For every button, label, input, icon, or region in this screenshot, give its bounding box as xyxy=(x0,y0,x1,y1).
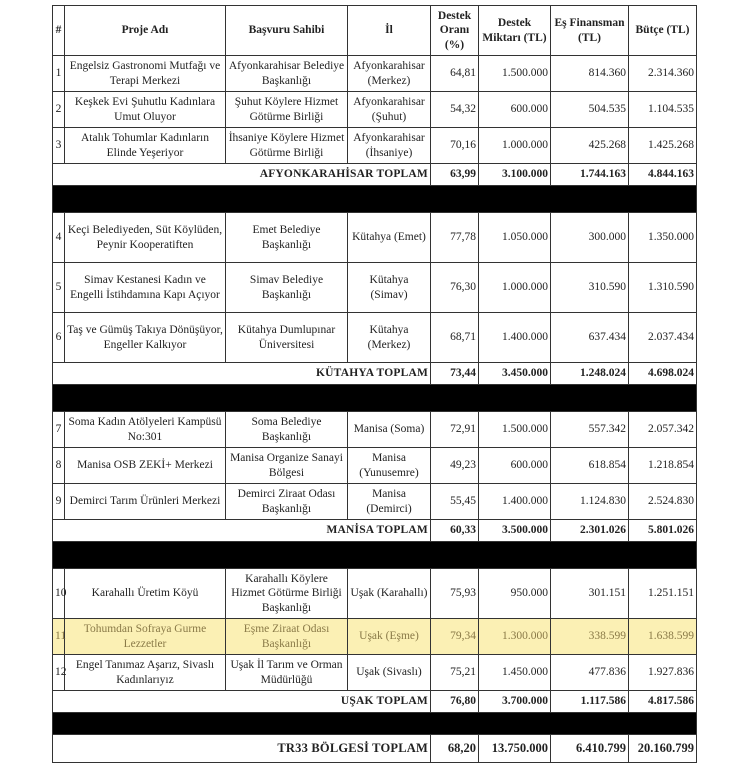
group-total-label: MANİSA TOPLAM xyxy=(53,520,431,542)
applicant-name: Eşme Ziraat Odası Başkanlığı xyxy=(226,619,348,655)
budget-cell: 2.057.342 xyxy=(629,412,697,448)
support-rate-cell: 77,78 xyxy=(431,213,479,263)
group-total-rate: 76,80 xyxy=(431,691,479,713)
separator-bar xyxy=(53,542,697,569)
col-header-applicant: Başvuru Sahibi xyxy=(226,6,348,56)
support-rate-cell: 72,91 xyxy=(431,412,479,448)
projects-table xyxy=(52,5,697,763)
grand-total-row xyxy=(53,735,697,763)
applicant-name: İhsaniye Köylere Hizmet Götürme Birliği xyxy=(226,128,348,164)
budget-cell: 1.350.000 xyxy=(629,213,697,263)
support-rate-cell: 54,32 xyxy=(431,92,479,128)
project-name: Keçi Belediyeden, Süt Köylüden, Peynir Kooperatiften xyxy=(65,213,226,263)
cofinancing-cell: 477.836 xyxy=(551,655,629,691)
row-number: 5 xyxy=(53,263,65,313)
support-amount-cell: 600.000 xyxy=(479,448,551,484)
applicant-name: Simav Belediye Başkanlığı xyxy=(226,263,348,313)
grand-total-label: TR33 BÖLGESİ TOPLAM xyxy=(53,735,431,763)
row-number: 10 xyxy=(53,569,65,619)
group-total-cofinancing: 2.301.026 xyxy=(551,520,629,542)
separator-bar xyxy=(53,385,697,412)
support-amount-cell: 1.500.000 xyxy=(479,56,551,92)
row-number: 4 xyxy=(53,213,65,263)
col-header-support-rate: Destek Oranı (%) xyxy=(431,6,479,56)
project-name: Manisa OSB ZEKİ+ Merkezi xyxy=(65,448,226,484)
table-row xyxy=(53,92,697,128)
support-amount-cell: 1.500.000 xyxy=(479,412,551,448)
applicant-name: Karahallı Köylere Hizmet Götürme Birliği Başkanlığı xyxy=(226,569,348,619)
col-header-budget: Bütçe (TL) xyxy=(629,6,697,56)
applicant-name: Afyonkarahisar Belediye Başkanlığı xyxy=(226,56,348,92)
support-amount-cell: 1.400.000 xyxy=(479,313,551,363)
project-name: Engel Tanımaz Aşarız, Sivaslı Kadınlarıyız xyxy=(65,655,226,691)
group-total-row xyxy=(53,363,697,385)
support-rate-cell: 75,93 xyxy=(431,569,479,619)
project-name: Karahallı Üretim Köyü xyxy=(65,569,226,619)
support-rate-cell: 76,30 xyxy=(431,263,479,313)
applicant-name: Emet Belediye Başkanlığı xyxy=(226,213,348,263)
budget-cell: 1.425.268 xyxy=(629,128,697,164)
group-total-row xyxy=(53,164,697,186)
applicant-name: Şuhut Köylere Hizmet Götürme Birliği xyxy=(226,92,348,128)
row-number: 8 xyxy=(53,448,65,484)
province-cell: Afyonkarahisar (İhsaniye) xyxy=(348,128,431,164)
support-rate-cell: 68,71 xyxy=(431,313,479,363)
budget-cell: 2.524.830 xyxy=(629,484,697,520)
group-total-label: KÜTAHYA TOPLAM xyxy=(53,363,431,385)
budget-cell: 2.314.360 xyxy=(629,56,697,92)
grand-total-support: 13.750.000 xyxy=(479,735,551,763)
support-rate-cell: 55,45 xyxy=(431,484,479,520)
cofinancing-cell: 300.000 xyxy=(551,213,629,263)
budget-cell: 1.927.836 xyxy=(629,655,697,691)
col-header-support-amount: Destek Miktarı (TL) xyxy=(479,6,551,56)
cofinancing-cell: 814.360 xyxy=(551,56,629,92)
group-total-label: AFYONKARAHİSAR TOPLAM xyxy=(53,164,431,186)
col-header-no: # xyxy=(53,6,65,56)
province-cell: Manisa (Demirci) xyxy=(348,484,431,520)
cofinancing-cell: 1.124.830 xyxy=(551,484,629,520)
applicant-name: Manisa Organize Sanayi Bölgesi xyxy=(226,448,348,484)
project-name: Engelsiz Gastronomi Mutfağı ve Terapi Merkezi xyxy=(65,56,226,92)
cofinancing-cell: 310.590 xyxy=(551,263,629,313)
support-rate-cell: 49,23 xyxy=(431,448,479,484)
province-cell: Kütahya (Simav) xyxy=(348,263,431,313)
group-total-label: UŞAK TOPLAM xyxy=(53,691,431,713)
budget-cell: 1.251.151 xyxy=(629,569,697,619)
table-row xyxy=(53,56,697,92)
group-total-cofinancing: 1.744.163 xyxy=(551,164,629,186)
province-cell: Kütahya (Merkez) xyxy=(348,313,431,363)
project-name: Demirci Tarım Ürünleri Merkezi xyxy=(65,484,226,520)
applicant-name: Kütahya Dumlupınar Üniversitesi xyxy=(226,313,348,363)
col-header-province: İl xyxy=(348,6,431,56)
row-number: 6 xyxy=(53,313,65,363)
table-row xyxy=(53,213,697,263)
header-row xyxy=(53,6,697,56)
cofinancing-cell: 618.854 xyxy=(551,448,629,484)
project-name: Atalık Tohumlar Kadınların Elinde Yeşeriyor xyxy=(65,128,226,164)
support-amount-cell: 1.300.000 xyxy=(479,619,551,655)
project-name: Keşkek Evi Şuhutlu Kadınlara Umut Oluyor xyxy=(65,92,226,128)
table-row xyxy=(53,128,697,164)
separator-bar xyxy=(53,186,697,213)
group-total-support: 3.500.000 xyxy=(479,520,551,542)
group-total-cofinancing: 1.248.024 xyxy=(551,363,629,385)
group-total-budget: 5.801.026 xyxy=(629,520,697,542)
support-amount-cell: 600.000 xyxy=(479,92,551,128)
group-total-support: 3.700.000 xyxy=(479,691,551,713)
grand-total-rate: 68,20 xyxy=(431,735,479,763)
budget-cell: 2.037.434 xyxy=(629,313,697,363)
project-name: Tohumdan Sofraya Gurme Lezzetler xyxy=(65,619,226,655)
grand-total-budget: 20.160.799 xyxy=(629,735,697,763)
col-header-project: Proje Adı xyxy=(65,6,226,56)
row-number: 12 xyxy=(53,655,65,691)
row-number: 9 xyxy=(53,484,65,520)
applicant-name: Demirci Ziraat Odası Başkanlığı xyxy=(226,484,348,520)
separator-row xyxy=(53,385,697,412)
province-cell: Afyonkarahisar (Merkez) xyxy=(348,56,431,92)
group-total-support: 3.450.000 xyxy=(479,363,551,385)
group-total-row xyxy=(53,691,697,713)
support-rate-cell: 79,34 xyxy=(431,619,479,655)
row-number: 2 xyxy=(53,92,65,128)
table-row xyxy=(53,313,697,363)
cofinancing-cell: 425.268 xyxy=(551,128,629,164)
group-total-budget: 4.844.163 xyxy=(629,164,697,186)
province-cell: Kütahya (Emet) xyxy=(348,213,431,263)
group-total-support: 3.100.000 xyxy=(479,164,551,186)
col-header-cofinancing: Eş Finansman (TL) xyxy=(551,6,629,56)
budget-cell: 1.104.535 xyxy=(629,92,697,128)
table-row xyxy=(53,569,697,619)
applicant-name: Soma Belediye Başkanlığı xyxy=(226,412,348,448)
separator-bar xyxy=(53,713,697,735)
table-body xyxy=(53,56,697,763)
cofinancing-cell: 637.434 xyxy=(551,313,629,363)
table-row xyxy=(53,263,697,313)
budget-cell: 1.310.590 xyxy=(629,263,697,313)
support-amount-cell: 1.400.000 xyxy=(479,484,551,520)
cofinancing-cell: 338.599 xyxy=(551,619,629,655)
group-total-budget: 4.698.024 xyxy=(629,363,697,385)
province-cell: Uşak (Eşme) xyxy=(348,619,431,655)
project-name: Taş ve Gümüş Takıya Dönüşüyor, Engeller Kalkıyor xyxy=(65,313,226,363)
applicant-name: Uşak İl Tarım ve Orman Müdürlüğü xyxy=(226,655,348,691)
province-cell: Uşak (Karahallı) xyxy=(348,569,431,619)
group-total-row xyxy=(53,520,697,542)
separator-row xyxy=(53,542,697,569)
province-cell: Afyonkarahisar (Şuhut) xyxy=(348,92,431,128)
group-total-cofinancing: 1.117.586 xyxy=(551,691,629,713)
table-row xyxy=(53,619,697,655)
province-cell: Uşak (Sivaslı) xyxy=(348,655,431,691)
support-rate-cell: 70,16 xyxy=(431,128,479,164)
table-row xyxy=(53,412,697,448)
cofinancing-cell: 504.535 xyxy=(551,92,629,128)
budget-cell: 1.218.854 xyxy=(629,448,697,484)
row-number: 1 xyxy=(53,56,65,92)
group-total-rate: 73,44 xyxy=(431,363,479,385)
row-number: 7 xyxy=(53,412,65,448)
support-rate-cell: 75,21 xyxy=(431,655,479,691)
table-row xyxy=(53,655,697,691)
separator-row xyxy=(53,713,697,735)
support-amount-cell: 1.050.000 xyxy=(479,213,551,263)
province-cell: Manisa (Soma) xyxy=(348,412,431,448)
row-number: 11 xyxy=(53,619,65,655)
table-row xyxy=(53,484,697,520)
group-total-budget: 4.817.586 xyxy=(629,691,697,713)
support-amount-cell: 1.000.000 xyxy=(479,263,551,313)
group-total-rate: 60,33 xyxy=(431,520,479,542)
separator-row xyxy=(53,186,697,213)
cofinancing-cell: 557.342 xyxy=(551,412,629,448)
row-number: 3 xyxy=(53,128,65,164)
support-amount-cell: 1.450.000 xyxy=(479,655,551,691)
grand-total-cofinancing: 6.410.799 xyxy=(551,735,629,763)
cofinancing-cell: 301.151 xyxy=(551,569,629,619)
budget-cell: 1.638.599 xyxy=(629,619,697,655)
table-row xyxy=(53,448,697,484)
support-rate-cell: 64,81 xyxy=(431,56,479,92)
project-name: Soma Kadın Atölyeleri Kampüsü No:301 xyxy=(65,412,226,448)
support-amount-cell: 950.000 xyxy=(479,569,551,619)
support-amount-cell: 1.000.000 xyxy=(479,128,551,164)
group-total-rate: 63,99 xyxy=(431,164,479,186)
province-cell: Manisa (Yunusemre) xyxy=(348,448,431,484)
project-name: Simav Kestanesi Kadın ve Engelli İstihdamına Kapı Açıyor xyxy=(65,263,226,313)
